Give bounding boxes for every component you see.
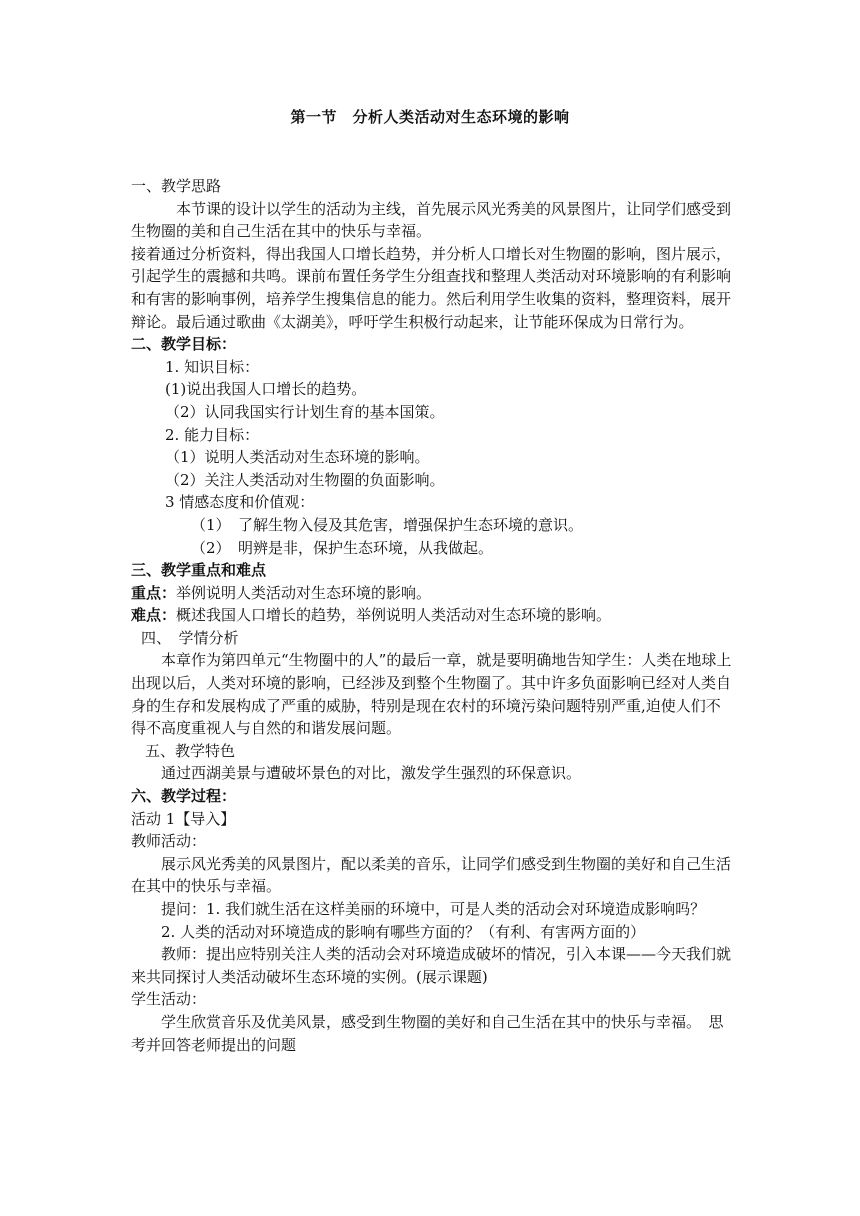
paragraph: (1)说出我国人口增长的趋势。 [165, 380, 367, 399]
document-body [131, 175, 733, 1056]
paragraph: 3 情感态度和价值观： [165, 493, 315, 512]
paragraph: 二、教学目标： [131, 335, 237, 354]
paragraph: 1. 知识目标： [165, 357, 260, 376]
paragraph [131, 582, 733, 605]
paragraph [131, 604, 733, 627]
paragraph: 通过西湖美景与遭破坏景色的对比，激发学生强烈的环保意识。 [161, 764, 582, 783]
paragraph-text: 举例说明人类活动对生态环境的影响。 [176, 583, 432, 602]
paragraph: 学生欣赏音乐及优美风景，感受到生物圈的美好和自己生活在其中的快乐与幸福。 思考并回答老师提出的问题 [131, 1012, 724, 1054]
paragraph: 2. 人类的活动对环境造成的影响有哪些方面的？（有利、有害两方面的） [161, 922, 646, 941]
document-title: 第一节 分析人类活动对生态环境的影响 [290, 108, 570, 126]
paragraph: 四、 学情分析 [141, 628, 239, 647]
paragraph: 教师：提出应特别关注人类的活动会对环境造成破坏的情况，引入本课——今天我们就来共同探讨人类活动破坏生态环境的实例。(展示课题) [131, 945, 732, 986]
paragraph: 一、教学思路 [131, 177, 222, 195]
paragraph-label: 难点： [131, 606, 177, 625]
paragraph: 学生活动： [131, 990, 207, 1009]
paragraph: （1）说明人类活动对生态环境的影响。 [165, 448, 430, 467]
paragraph: 教师活动： [131, 832, 207, 851]
paragraph: 五、教学特色 [145, 741, 236, 760]
paragraph: 本节课的设计以学生的活动为主线，首先展示风光秀美的风景图片，让同学们感受到生物圈的美和自己生活在其中的快乐与幸福。 [131, 199, 732, 241]
paragraph: 三、教学重点和难点 [131, 561, 267, 580]
paragraph-label: 重点： [131, 583, 177, 602]
paragraph: 六、教学过程： [131, 787, 237, 806]
paragraph: （2） 明辨是非，保护生态环境，从我做起。 [191, 538, 494, 557]
paragraph-text: 概述我国人口增长的趋势，举例说明人类活动对生态环境的影响。 [176, 606, 612, 625]
paragraph: （1） 了解生物入侵及其危害，增强保护生态环境的意识。 [191, 515, 584, 534]
paragraph: 提问：1. 我们就生活在这样美丽的环境中，可是人类的活动会对环境造成影响吗？ [161, 900, 706, 918]
paragraph: 接着通过分析资料，得出我国人口增长趋势，并分析人口增长对生物圈的影响，图片展示，引起学生的震撼和共鸣。课前布置任务学生分组查找和整理人类活动对环境影响的有利影响和有害的影响事例，培养学生搜集信息的能力。然后利用学生收集的资料，整理资料，展开辩论。最后通过歌曲《太湖美》，呼吁学生积极行动起来，让节能环保成为日常行为。 [131, 244, 732, 331]
paragraph: 2. 能力目标： [165, 425, 260, 444]
paragraph: （2）关注人类活动对生物圈的负面影响。 [165, 470, 445, 489]
paragraph: 活动 1【导入】 [131, 809, 236, 828]
paragraph: 展示风光秀美的风景图片，配以柔美的音乐，让同学们感受到生物圈的美好和自己生活在其中的快乐与幸福。 [131, 854, 732, 896]
paragraph: （2）认同我国实行计划生育的基本国策。 [165, 402, 445, 421]
paragraph: 本章作为第四单元“生物圈中的人”的最后一章，就是要明确地告知学生：人类在地球上出现以后，人类对环境的影响，已经涉及到整个生物圈了。其中许多负面影响已经对人类自身的生存和发展构成了严重的威胁，特别是现在农村的环境污染问题特别严重,迫使人们不得不高度重视人与自然的和谐发展问题。 [131, 651, 732, 738]
